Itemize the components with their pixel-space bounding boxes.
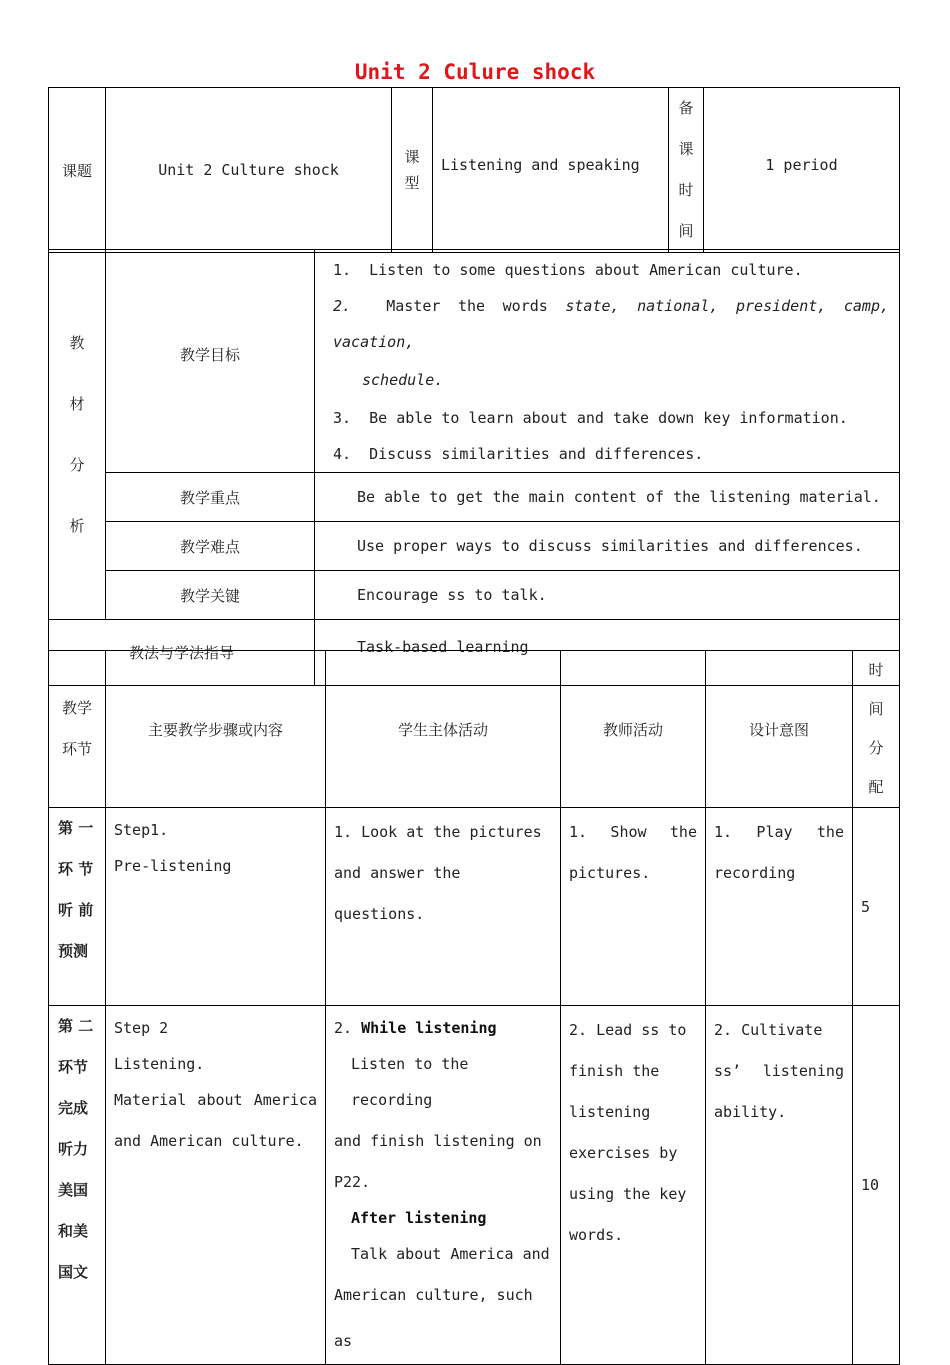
prep-time-value: 1 period (704, 88, 900, 253)
steps-cell: Step1. Pre-listening (106, 808, 326, 1006)
objective-1: 1. Listen to some questions about American culture. (333, 261, 803, 279)
header-student: 学生主体活动 (326, 651, 561, 808)
process-table (48, 650, 900, 1365)
method-label: 教法与学法指导 (49, 620, 315, 686)
analysis-table (48, 249, 900, 686)
header-intent: 设计意图 (706, 651, 853, 808)
topic-value: Unit 2 Culture shock (106, 88, 392, 253)
key-point-value: Be able to get the main content of the listening material. (315, 473, 900, 522)
prep-time-label: 备 课 时 间 (669, 88, 704, 253)
while-listening-heading: 2. (334, 1019, 353, 1037)
teacher-cell: 2. Lead ss to finish the listening exercises by using the key words. (561, 1006, 706, 1365)
objectives-list (315, 250, 900, 473)
objective-2-cont: schedule. (362, 371, 444, 389)
header-time: 时 间 分 配 (853, 651, 900, 808)
after-listening-heading: After listening (351, 1209, 487, 1227)
method-value: Task-based learning (315, 620, 900, 686)
header-teacher: 教师活动 (561, 651, 706, 808)
stage-cell: 第 二 环节 完成 听力 美国 和美 国文 (49, 1006, 106, 1365)
objective-3: 3. Be able to learn about and take down key information. (333, 409, 848, 427)
time-cell: 10 (853, 1006, 900, 1365)
difficulty-value: Use proper ways to discuss similarities and differences. (315, 522, 900, 571)
student-cell: 2. While listening Listen to the recording and finish listening on P22. After listening Talk about America and American culture, such as (326, 1006, 561, 1365)
key-value: Encourage ss to talk. (315, 571, 900, 620)
objective-4: 4. Discuss similarities and differences. (333, 445, 704, 463)
difficulty-label: 教学难点 (106, 522, 315, 571)
header-table (48, 87, 900, 253)
table-row (49, 808, 900, 1006)
header-stage: 教学 环节 (49, 651, 106, 808)
analysis-side-label: 教 材 分 析 (49, 250, 106, 620)
objectives-label: 教学目标 (106, 250, 315, 473)
teacher-cell: 1. Show the pictures. (561, 808, 706, 1006)
type-value: Listening and speaking (433, 88, 669, 253)
key-point-label: 教学重点 (106, 473, 315, 522)
objective-2: 2. Master the words state, national, president, camp, vacation, (333, 297, 890, 351)
intent-cell: 2. Cultivate ss’ listening ability. (706, 1006, 853, 1365)
student-cell: 1. Look at the pictures and answer the questions. (326, 808, 561, 1006)
header-steps: 主要教学步骤或内容 (106, 651, 326, 808)
type-label: 课 型 (392, 88, 433, 253)
table-row (49, 1006, 900, 1365)
document-title: Unit 2 Culure shock (354, 60, 596, 84)
time-cell: 5 (853, 808, 900, 1006)
intent-cell: 1. Play the recording (706, 808, 853, 1006)
stage-cell: 第 一 环 节 听 前 预测 (49, 808, 106, 1006)
steps-cell: Step 2 Listening. Material about America and American culture. (106, 1006, 326, 1365)
topic-label: 课题 (49, 88, 106, 253)
key-label: 教学关键 (106, 571, 315, 620)
